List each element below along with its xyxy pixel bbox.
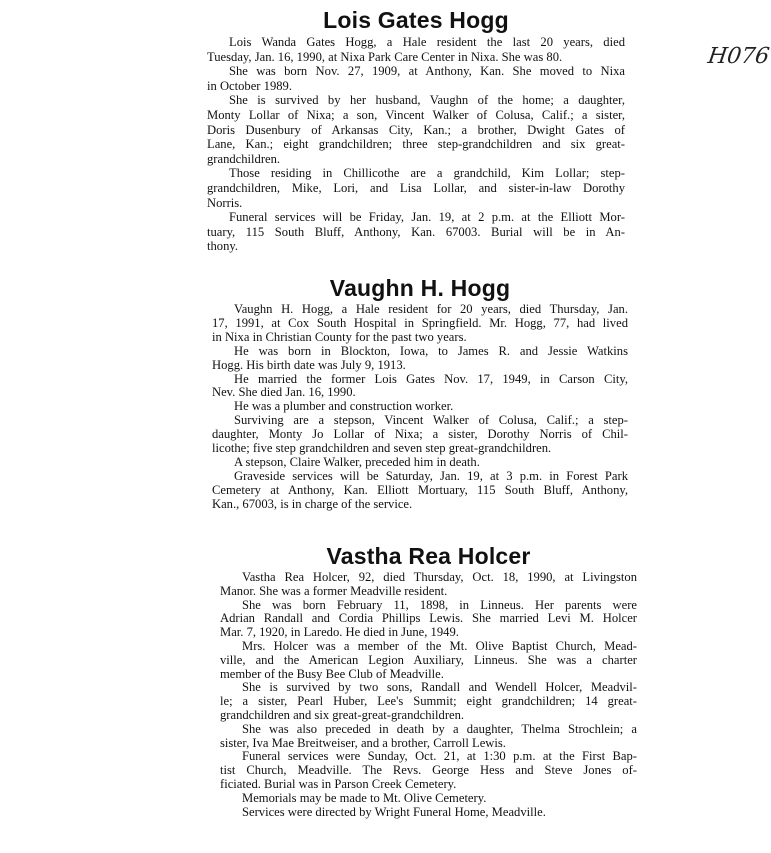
text-line: Nev. She died Jan. 16, 1990. xyxy=(212,385,356,400)
obituary-title: Lois Gates Hogg xyxy=(323,7,509,33)
text-line: He married the former Lois Gates Nov. 17, 1949, in Carson City, xyxy=(234,371,628,386)
text-line: Mrs. Holcer was a member of the Mt. Olive Baptist Church, Mead- xyxy=(242,638,637,653)
text-line: Norris. xyxy=(207,195,243,210)
text-line: Graveside services will be Saturday, Jan. 19, at 3 p.m. in Forest Park xyxy=(234,468,628,483)
text-line: Lane, Kan.; eight grandchildren; three step-grandchildren and six great- xyxy=(207,137,625,152)
text-line: Funeral services will be Friday, Jan. 19, at 2 p.m. at the Elliott Mor- xyxy=(229,210,625,225)
obituary-body xyxy=(220,571,637,819)
text-line: She was born Nov. 27, 1909, at Anthony, Kan. She moved to Nixa xyxy=(229,64,625,79)
paragraph xyxy=(220,750,637,791)
paragraph xyxy=(207,210,625,254)
paragraph xyxy=(207,166,625,210)
text-line: Kan., 67003, is in charge of the service. xyxy=(212,496,413,511)
text-line: Manor. She was a former Meadville resident. xyxy=(220,583,448,598)
obituary-title: Vastha Rea Holcer xyxy=(326,543,531,569)
text-line: She is survived by her husband, Vaughn of the home; a daughter, xyxy=(229,93,625,108)
text-line: Lois Wanda Gates Hogg, a Hale resident the last 20 years, died xyxy=(229,35,625,49)
paragraph xyxy=(212,345,628,373)
text-line: Funeral services were Sunday, Oct. 21, at 1:30 p.m. at the First Bap- xyxy=(242,749,637,764)
text-line: in Nixa in Christian County for the past two years. xyxy=(212,329,467,344)
text-line: Memorials may be made to Mt. Olive Cemetery. xyxy=(242,790,487,805)
text-line: Tuesday, Jan. 16, 1990, at Nixa Park Care Center in Nixa. She was 80. xyxy=(207,49,563,64)
text-line: licothe; five step grandchildren and seven step great-grandchildren. xyxy=(212,441,552,456)
paragraph xyxy=(220,599,637,640)
text-line: grandchildren, Mike, Lori, and Lisa Lollar, and sister-in-law Dorothy xyxy=(207,180,625,195)
paragraph xyxy=(220,640,637,681)
text-line: She is survived by two sons, Randall and Wendell Holcer, Meadvil- xyxy=(242,680,637,695)
text-line: Hogg. His birth date was July 9, 1913. xyxy=(212,357,406,372)
paragraph xyxy=(220,806,637,820)
obituary-body xyxy=(207,35,625,254)
paragraph xyxy=(212,414,628,456)
obituary-vastha-rea-holcer xyxy=(220,543,637,819)
obituary-body xyxy=(212,303,628,512)
paragraph xyxy=(220,681,637,722)
text-line: Services were directed by Wright Funeral Home, Meadville. xyxy=(242,804,546,819)
paragraph xyxy=(220,792,637,806)
text-line: Mar. 7, 1920, in Laredo. He died in June, 1949. xyxy=(220,625,459,640)
paragraph xyxy=(212,373,628,401)
text-line: grandchildren and six great-great-grandchildren. xyxy=(220,707,465,722)
text-line: Doris Dusenbury of Arkansas City, Kan.; a brother, Dwight Gates of xyxy=(207,122,625,137)
text-line: Monty Lollar of Nixa; a son, Vincent Walker of Colusa, Calif.; a sister, xyxy=(207,107,625,122)
text-line: She was also preceded in death by a daughter, Thelma Strochlein; a xyxy=(242,721,637,736)
paragraph xyxy=(220,723,637,751)
text-line: thony. xyxy=(207,239,239,254)
text-line: She was born February 11, 1898, in Linneus. Her parents were xyxy=(242,597,637,612)
text-line: Vaughn H. Hogg, a Hale resident for 20 years, died Thursday, Jan. xyxy=(234,302,628,316)
paragraph xyxy=(207,93,625,166)
text-line: ville, and the American Legion Auxiliary, Linneus. She was a charter xyxy=(220,652,637,667)
obituary-title: Vaughn H. Hogg xyxy=(329,275,511,301)
text-line: Surviving are a stepson, Vincent Walker of Colusa, Calif.; a step- xyxy=(234,413,628,428)
text-line: daughter, Monty Jo Lollar of Nixa; a sister, Dorothy Norris of Chil- xyxy=(212,427,628,442)
paragraph xyxy=(212,303,628,345)
text-line: tist Church, Meadville. The Revs. George Hess and Steve Jones of- xyxy=(220,763,637,778)
text-line: Vastha Rea Holcer, 92, died Thursday, Oct. 18, 1990, at Livingston xyxy=(242,570,637,584)
text-line: He was born in Blockton, Iowa, to James R. and Jessie Watkins xyxy=(234,343,628,358)
paragraph xyxy=(207,35,625,64)
text-line: Cemetery at Anthony, Kan. Elliott Mortuary, 115 South Bluff, Anthony, xyxy=(212,482,628,497)
text-line: Those residing in Chillicothe are a grandchild, Kim Lollar; step- xyxy=(229,166,625,181)
text-line: tuary, 115 South Bluff, Anthony, Kan. 67003. Burial will be in An- xyxy=(207,224,625,239)
text-line: A stepson, Claire Walker, preceded him in death. xyxy=(234,454,480,469)
obituary-lois-gates-hogg xyxy=(207,7,625,254)
text-line: sister, Iva Mae Breitweiser, and a brother, Carroll Lewis. xyxy=(220,735,506,750)
text-line: ficiated. Burial was in Parson Creek Cemetery. xyxy=(220,776,457,791)
text-line: grandchildren. xyxy=(207,151,281,166)
text-line: le; a sister, Pearl Huber, Lee's Summit; eight grandchildren; 14 great- xyxy=(220,694,637,709)
paragraph xyxy=(212,400,628,414)
text-line: Adrian Randall and Cordia Phillips Lewis. She married Levi M. Holcer xyxy=(220,611,637,626)
text-line: in October 1989. xyxy=(207,78,292,93)
text-line: 17, 1991, at Cox South Hospital in Springfield. Mr. Hogg, 77, had lived xyxy=(212,315,628,330)
text-line: He was a plumber and construction worker. xyxy=(234,399,454,414)
obituary-vaughn-h-hogg xyxy=(212,275,628,512)
paragraph xyxy=(212,470,628,512)
handwritten-annotation: H076 xyxy=(706,44,771,69)
paragraph xyxy=(220,571,637,599)
paragraph xyxy=(207,64,625,93)
text-line: member of the Busy Bee Club of Meadville. xyxy=(220,666,444,681)
paragraph xyxy=(212,456,628,470)
